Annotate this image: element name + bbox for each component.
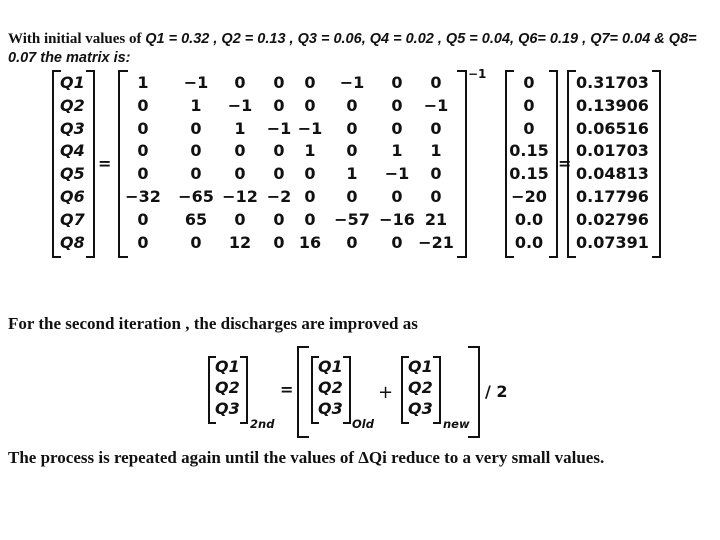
matrix-cell: 0 (234, 209, 246, 229)
rhs-entry: 0.0 (514, 232, 544, 252)
matrix-cell: 0 (430, 187, 442, 206)
matrix-cell: −16 (379, 209, 415, 229)
matrix-cell: 1 (190, 95, 202, 115)
matrix-cell: 0 (346, 95, 358, 115)
rhs-entry: −20 (511, 187, 547, 206)
matrix-cell: −1 (339, 73, 365, 92)
intro-paragraph (8, 30, 708, 68)
equals-sign: = (98, 154, 112, 173)
rhs-entry: 0 (523, 73, 535, 92)
matrix-cell: 0 (346, 118, 358, 138)
matrix-cell: −57 (334, 209, 370, 229)
matrix-cell: 0 (273, 141, 285, 161)
matrix-cell: 0 (304, 164, 316, 184)
matrix-cell: 0 (304, 187, 316, 206)
second-iteration-text: For the second iteration , the discharges are improved as (8, 314, 418, 333)
vnew-right-bracket (433, 356, 441, 424)
matrix-cell: 0 (190, 164, 202, 184)
matrix-cell: 0 (391, 73, 403, 92)
matrix-cell: 0 (346, 187, 358, 206)
result-entry: 0.31703 (576, 73, 649, 92)
subscript-new: new (443, 417, 470, 431)
matrix-cell: 0 (304, 209, 316, 229)
result-right-bracket (652, 70, 661, 258)
subscript-2nd: 2nd (250, 417, 275, 431)
matrix-cell: 0 (137, 232, 149, 252)
intro-lead: With initial values of (8, 31, 142, 47)
plus-sign: + (378, 382, 394, 403)
vold-entry: Q1 (318, 357, 343, 376)
matrix-cell: 0 (190, 232, 202, 252)
matrix-right-bracket (457, 70, 467, 258)
matrix-cell: 12 (228, 232, 252, 252)
result-entry: 0.07391 (576, 232, 649, 252)
matrix-cell: −12 (222, 187, 258, 206)
matrix-cell: −1 (266, 118, 292, 138)
v2nd-entry: Q1 (215, 357, 240, 376)
conclusion-text: The process is repeated again until the values of ΔQi reduce to a very small values. (8, 448, 605, 467)
matrix-cell: 1 (137, 73, 149, 92)
matrix-cell: 0 (430, 164, 442, 184)
matrix-cell: 0 (273, 209, 285, 229)
lhs-entry: Q6 (60, 187, 85, 206)
intro-values: Q1 = 0.32 , Q2 = 0.13 , Q3 = 0.06, Q4 = 0.02 , Q5 = 0.04, Q6= 0.19 , Q7= 0.04 & Q8= 0.07 the matrix is: (8, 31, 697, 66)
matrix-cell: −32 (125, 187, 161, 206)
matrix-cell: 16 (298, 232, 322, 252)
equals-sign-3: = (280, 380, 294, 399)
matrix-cell: −1 (423, 95, 449, 115)
matrix-cell: 0 (430, 73, 442, 92)
v2nd-right-bracket (240, 356, 248, 424)
matrix-cell: 21 (424, 209, 448, 229)
matrix-cell: 0 (273, 164, 285, 184)
matrix-cell: 0 (137, 209, 149, 229)
lhs-entry: Q3 (60, 118, 85, 138)
lhs-entry: Q4 (60, 141, 85, 161)
matrix-cell: 0 (137, 95, 149, 115)
result-entry: 0.02796 (576, 209, 649, 229)
matrix-cell: 0 (391, 118, 403, 138)
matrix-cell: 0 (346, 141, 358, 161)
rhs-entry: 0 (523, 95, 535, 115)
matrix-cell: −21 (418, 232, 454, 252)
matrix-cell: 0 (391, 187, 403, 206)
matrix-cell: −2 (266, 187, 292, 206)
matrix-cell: 65 (184, 209, 208, 229)
matrix-cell: 1 (391, 141, 403, 161)
vnew-entry: Q2 (408, 378, 433, 397)
matrix-cell: 0 (273, 95, 285, 115)
lhs-right-bracket (86, 70, 95, 258)
result-entry: 0.01703 (576, 141, 649, 161)
matrix-cell: 0 (137, 164, 149, 184)
matrix-cell: 1 (346, 164, 358, 184)
vnew-entry: Q1 (408, 357, 433, 376)
inverse-exponent: −1 (468, 67, 487, 81)
vnew-entry: Q3 (408, 399, 433, 418)
matrix-cell: 0 (234, 164, 246, 184)
matrix-cell: 1 (430, 141, 442, 161)
rhs-entry: 0.15 (509, 141, 549, 161)
vold-right-bracket (343, 356, 351, 424)
rhs-right-bracket (549, 70, 558, 258)
matrix-cell: 0 (273, 232, 285, 252)
matrix-cell: 0 (137, 118, 149, 138)
matrix-cell: −65 (178, 187, 214, 206)
matrix-cell: 0 (391, 232, 403, 252)
result-entry: 0.13906 (576, 95, 649, 115)
matrix-cell: 0 (137, 141, 149, 161)
result-entry: 0.06516 (576, 118, 649, 138)
vold-entry: Q3 (318, 399, 343, 418)
matrix-cell: −1 (183, 73, 209, 92)
equals-sign-2: = (558, 154, 572, 173)
rhs-entry: 0 (523, 118, 535, 138)
matrix-cell: 1 (234, 118, 246, 138)
lhs-entry: Q1 (60, 73, 85, 92)
matrix-cell: −1 (384, 164, 410, 184)
matrix-cell: 0 (234, 141, 246, 161)
matrix-cell: 0 (304, 73, 316, 92)
lhs-entry: Q2 (60, 95, 85, 115)
matrix-cell: 0 (346, 232, 358, 252)
lhs-entry: Q8 (60, 232, 85, 252)
rhs-entry: 0.0 (514, 209, 544, 229)
v2nd-entry: Q3 (215, 399, 240, 418)
matrix-cell: 0 (234, 73, 246, 92)
matrix-cell: 0 (304, 95, 316, 115)
matrix-cell: 0 (190, 141, 202, 161)
subscript-old: Old (352, 417, 374, 431)
v2nd-entry: Q2 (215, 378, 240, 397)
result-entry: 0.04813 (576, 164, 649, 184)
result-entry: 0.17796 (576, 187, 649, 206)
matrix-cell: 1 (304, 141, 316, 161)
lhs-entry: Q7 (60, 209, 85, 229)
rhs-entry: 0.15 (509, 164, 549, 184)
matrix-cell: 0 (190, 118, 202, 138)
matrix-cell: 0 (273, 73, 285, 92)
matrix-cell: −1 (227, 95, 253, 115)
vold-entry: Q2 (318, 378, 343, 397)
divide-by-two: / 2 (485, 382, 508, 401)
matrix-cell: 0 (391, 95, 403, 115)
result-left-bracket (567, 70, 576, 258)
matrix-cell: 0 (430, 118, 442, 138)
lhs-entry: Q5 (60, 164, 85, 184)
outer-left-bracket (297, 346, 309, 438)
matrix-cell: −1 (297, 118, 323, 138)
